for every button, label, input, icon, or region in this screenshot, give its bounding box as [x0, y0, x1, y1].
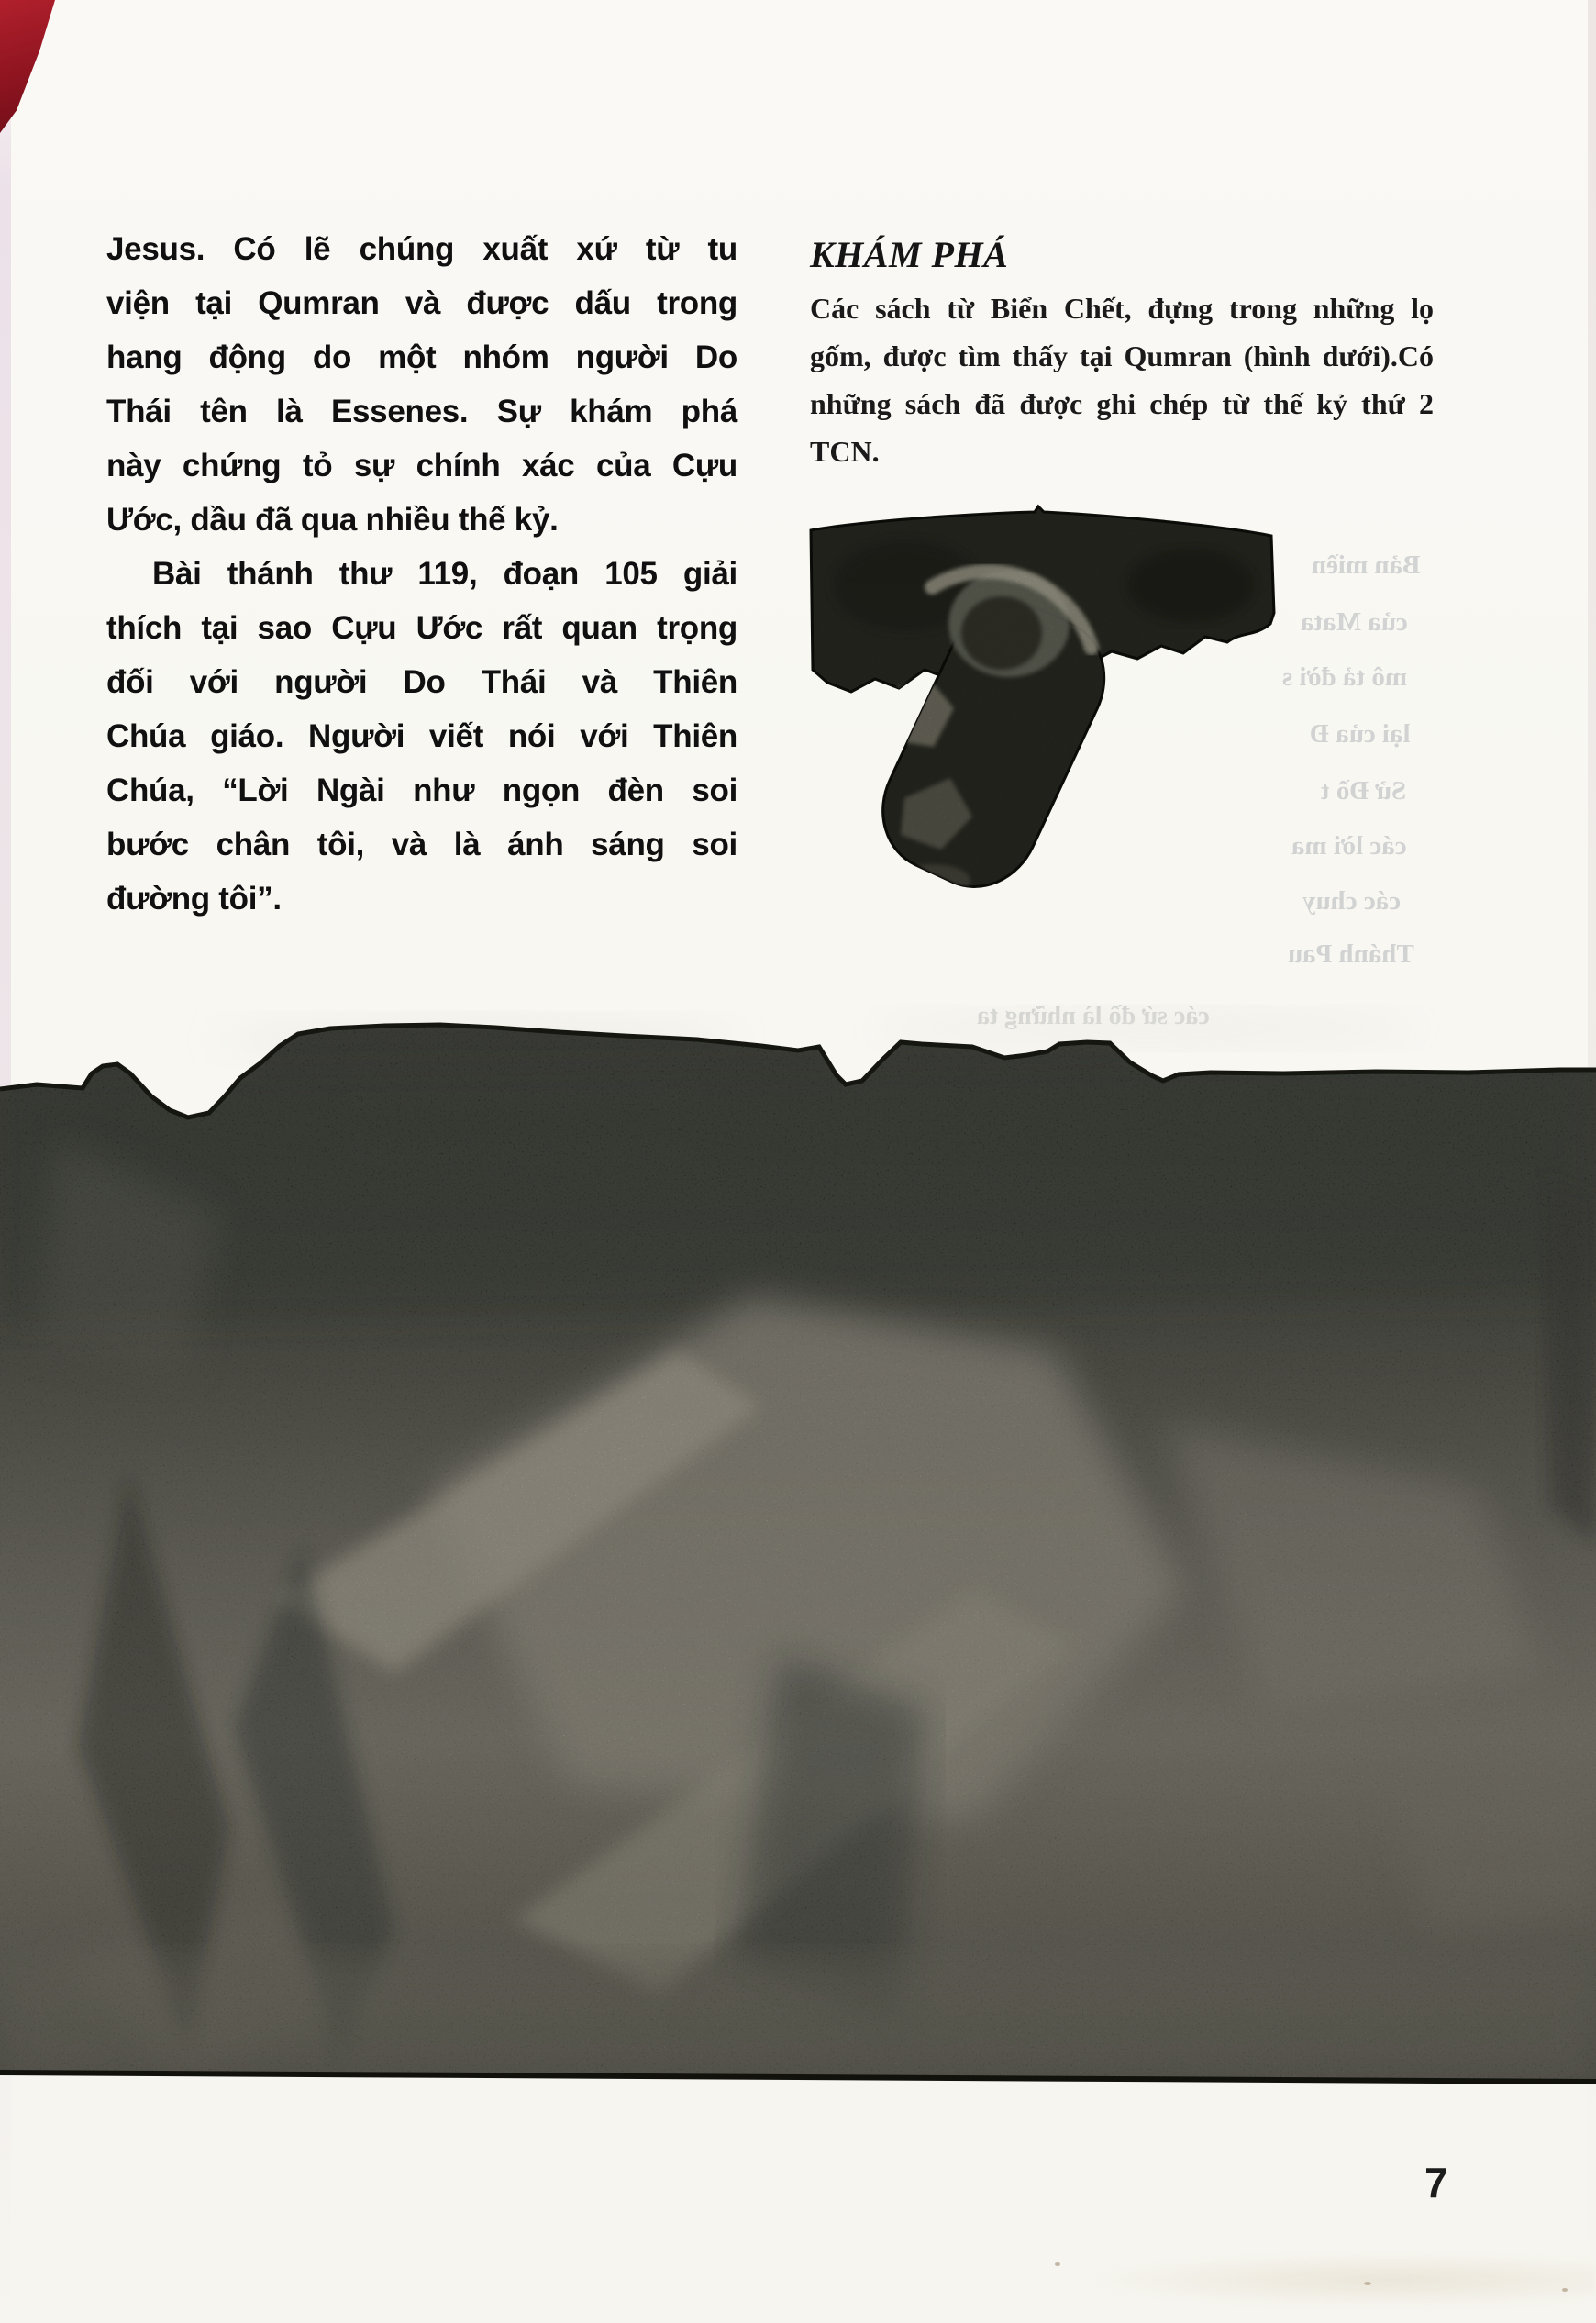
caption-line: những sách đã được ghi chép từ thế kỷ thứ 2	[810, 387, 1434, 420]
sidebar-heading: KHÁM PHÁ	[810, 234, 1009, 275]
body-line: Bài thánh thư 119, đoạn 105 giải	[152, 556, 737, 592]
qumran-cliffs-photo	[0, 994, 1596, 2087]
dead-sea-scroll-jar-photo	[796, 503, 1291, 916]
body-line: hang động do một nhóm người Do	[106, 339, 737, 375]
body-line: Chúa, “Lời Ngài như ngọn đèn soi	[106, 772, 737, 808]
ghost-bleed-text: Sử Đồ t	[1321, 776, 1407, 806]
body-line: đường tôi”.	[106, 881, 282, 917]
ghost-bleed-text: mô tả đời s	[1282, 662, 1408, 692]
scan-speck	[1055, 2262, 1060, 2266]
body-line: bước chân tôi, và là ánh sáng soi	[106, 827, 737, 862]
red-book-edge-corner	[0, 0, 55, 133]
body-line: Chúa giáo. Người viết nói với Thiên	[106, 718, 737, 754]
body-line: đối với người Do Thái và Thiên	[106, 664, 737, 700]
paragraph-2	[106, 547, 737, 926]
body-line: này chứng tỏ sự chính xác của Cựu	[106, 448, 737, 483]
ghost-bleed-text: lại của Đ	[1310, 719, 1411, 749]
caption-line: gốm, được tìm thấy tại Qumran (hình dưới).Có	[810, 339, 1434, 372]
sidebar-caption	[810, 284, 1434, 475]
scan-smudge	[1082, 2252, 1596, 2307]
ghost-bleed-text: các sứ đồ là những ta	[977, 1002, 1210, 1030]
ghost-bleed-text: Bản miền	[1312, 550, 1421, 580]
ghost-bleed-text: Thánh Pau	[1288, 939, 1414, 969]
body-text-column	[106, 222, 737, 926]
body-line: Ước, dầu đã qua nhiều thế kỷ.	[106, 502, 559, 538]
ghost-bleed-text: các lời ma	[1291, 831, 1407, 861]
body-line: Jesus. Có lẽ chúng xuất xứ từ tu	[106, 231, 737, 267]
mountain-mass	[0, 994, 1596, 2087]
body-line: thích tại sao Cựu Ước rất quan trọng	[106, 610, 737, 646]
caption-line: TCN.	[810, 435, 880, 468]
body-line: Thái tên là Essenes. Sự khám phá	[106, 394, 737, 429]
caption-line: Các sách từ Biển Chết, đựng trong những lọ	[810, 292, 1434, 325]
page-number: 7	[1424, 2159, 1448, 2206]
body-line: viện tại Qumran và được dấu trong	[106, 285, 737, 321]
ghost-bleed-text: các chuy	[1302, 886, 1402, 916]
paragraph-1	[106, 222, 737, 547]
ghost-bleed-text: của Mata	[1301, 607, 1408, 637]
